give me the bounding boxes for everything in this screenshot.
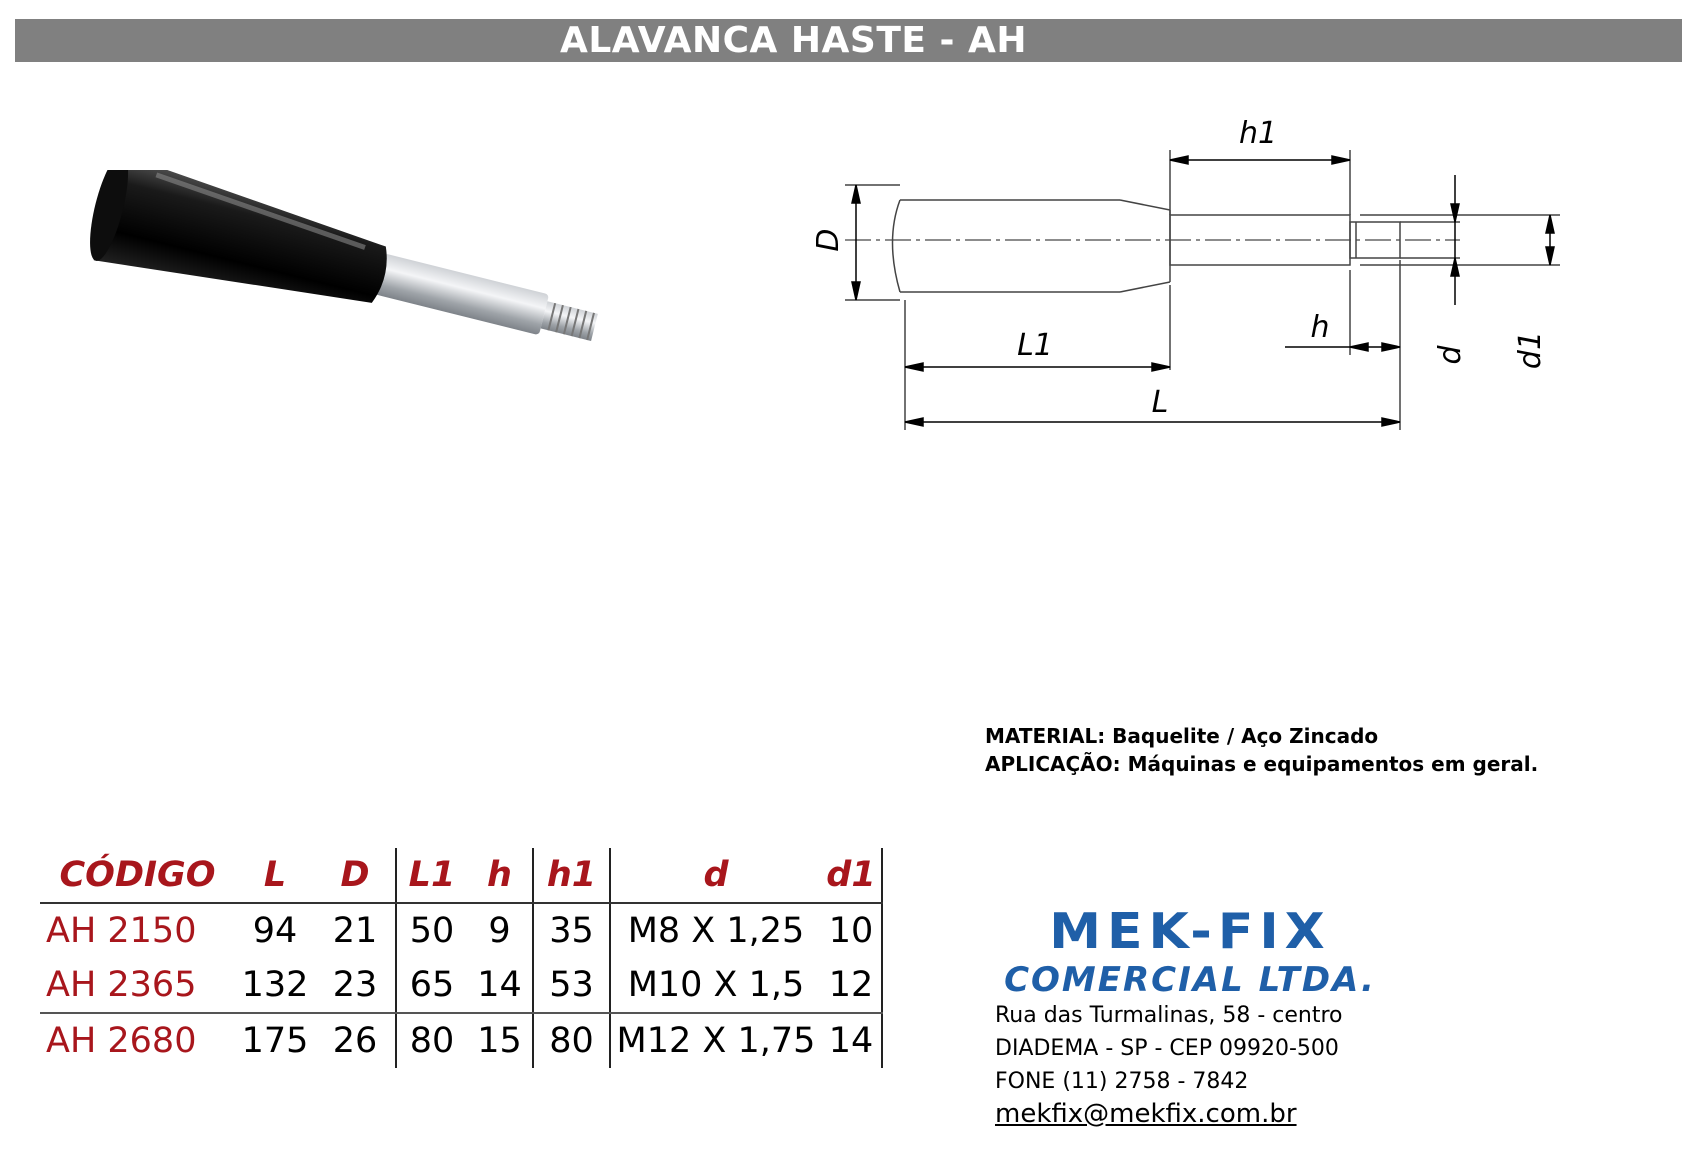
dim-d1-label: d1 bbox=[1513, 330, 1548, 370]
address-phone: FONE (11) 2758 - 7842 bbox=[995, 1069, 1249, 1094]
cell-code: AH 2150 bbox=[46, 911, 197, 951]
cell-h: 9 bbox=[467, 903, 533, 958]
application-line bbox=[985, 750, 1538, 778]
company-address bbox=[995, 999, 1342, 1131]
product-photo bbox=[80, 170, 610, 360]
dim-h-label: h bbox=[1310, 310, 1330, 345]
dim-L1-label: L1 bbox=[1017, 328, 1053, 363]
cell-h1: 80 bbox=[533, 1013, 610, 1068]
spec-table bbox=[40, 848, 883, 1068]
technical-drawing bbox=[760, 115, 1590, 495]
header-L1: L1 bbox=[396, 848, 467, 903]
material-label: MATERIAL: bbox=[985, 724, 1106, 748]
cell-h: 15 bbox=[467, 1013, 533, 1068]
logo-mekfix: MEK-FIX bbox=[1049, 905, 1331, 960]
header-h: h bbox=[467, 848, 533, 903]
cell-d: M8 X 1,25 bbox=[627, 911, 805, 951]
cell-d1: 10 bbox=[821, 903, 882, 958]
cell-d1: 12 bbox=[821, 958, 882, 1013]
cell-L1: 65 bbox=[396, 958, 467, 1013]
cell-h1: 35 bbox=[533, 903, 610, 958]
header-d1: d1 bbox=[821, 848, 882, 903]
header-h1: h1 bbox=[533, 848, 610, 903]
cell-d1: 14 bbox=[821, 1013, 882, 1068]
cell-h1: 53 bbox=[533, 958, 610, 1013]
dim-h1-label: h1 bbox=[1238, 116, 1278, 151]
table-row bbox=[40, 1013, 882, 1068]
table-row bbox=[40, 958, 882, 1013]
material-info bbox=[985, 722, 1538, 778]
cell-L: 132 bbox=[235, 958, 315, 1013]
cell-d: M10 X 1,5 bbox=[610, 958, 821, 1013]
cell-L: 175 bbox=[241, 1021, 309, 1061]
application-value: Máquinas e equipamentos em geral. bbox=[1120, 752, 1539, 776]
cell-code: AH 2680 bbox=[46, 1021, 197, 1061]
cell-D: 21 bbox=[315, 903, 396, 958]
cell-h: 14 bbox=[467, 958, 533, 1013]
email-link[interactable]: mekfix@mekfix.com.br bbox=[995, 1099, 1297, 1129]
material-line bbox=[985, 722, 1538, 750]
cell-L1: 80 bbox=[409, 1021, 455, 1061]
table-row bbox=[40, 903, 882, 958]
cell-L1: 50 bbox=[409, 911, 455, 951]
address-city: DIADEMA - SP - CEP 09920-500 bbox=[995, 1036, 1339, 1061]
dim-L-label: L bbox=[1151, 385, 1169, 420]
address-street: Rua das Turmalinas, 58 - centro bbox=[995, 1003, 1343, 1028]
cell-L: 94 bbox=[252, 911, 298, 951]
title-bar bbox=[15, 19, 1682, 62]
header-codigo: CÓDIGO bbox=[40, 848, 235, 903]
material-value: Baquelite / Aço Zincado bbox=[1105, 724, 1379, 748]
cell-d: M12 X 1,75 bbox=[616, 1021, 816, 1061]
dim-D-label: D bbox=[811, 228, 846, 252]
table-header-row bbox=[40, 848, 882, 903]
cell-D: 26 bbox=[315, 1013, 396, 1068]
dim-d-label: d bbox=[1433, 345, 1468, 365]
application-label: APLICAÇÃO: bbox=[985, 752, 1121, 776]
logo-comercial: COMERCIAL LTDA. bbox=[1004, 960, 1376, 995]
header-D: D bbox=[315, 848, 396, 903]
page-title: ALAVANCA HASTE - AH bbox=[559, 20, 1027, 61]
cell-D: 23 bbox=[315, 958, 396, 1013]
header-d: d bbox=[610, 848, 821, 903]
cell-code: AH 2365 bbox=[40, 958, 235, 1013]
company-logo bbox=[990, 905, 1390, 995]
header-L: L bbox=[235, 848, 315, 903]
